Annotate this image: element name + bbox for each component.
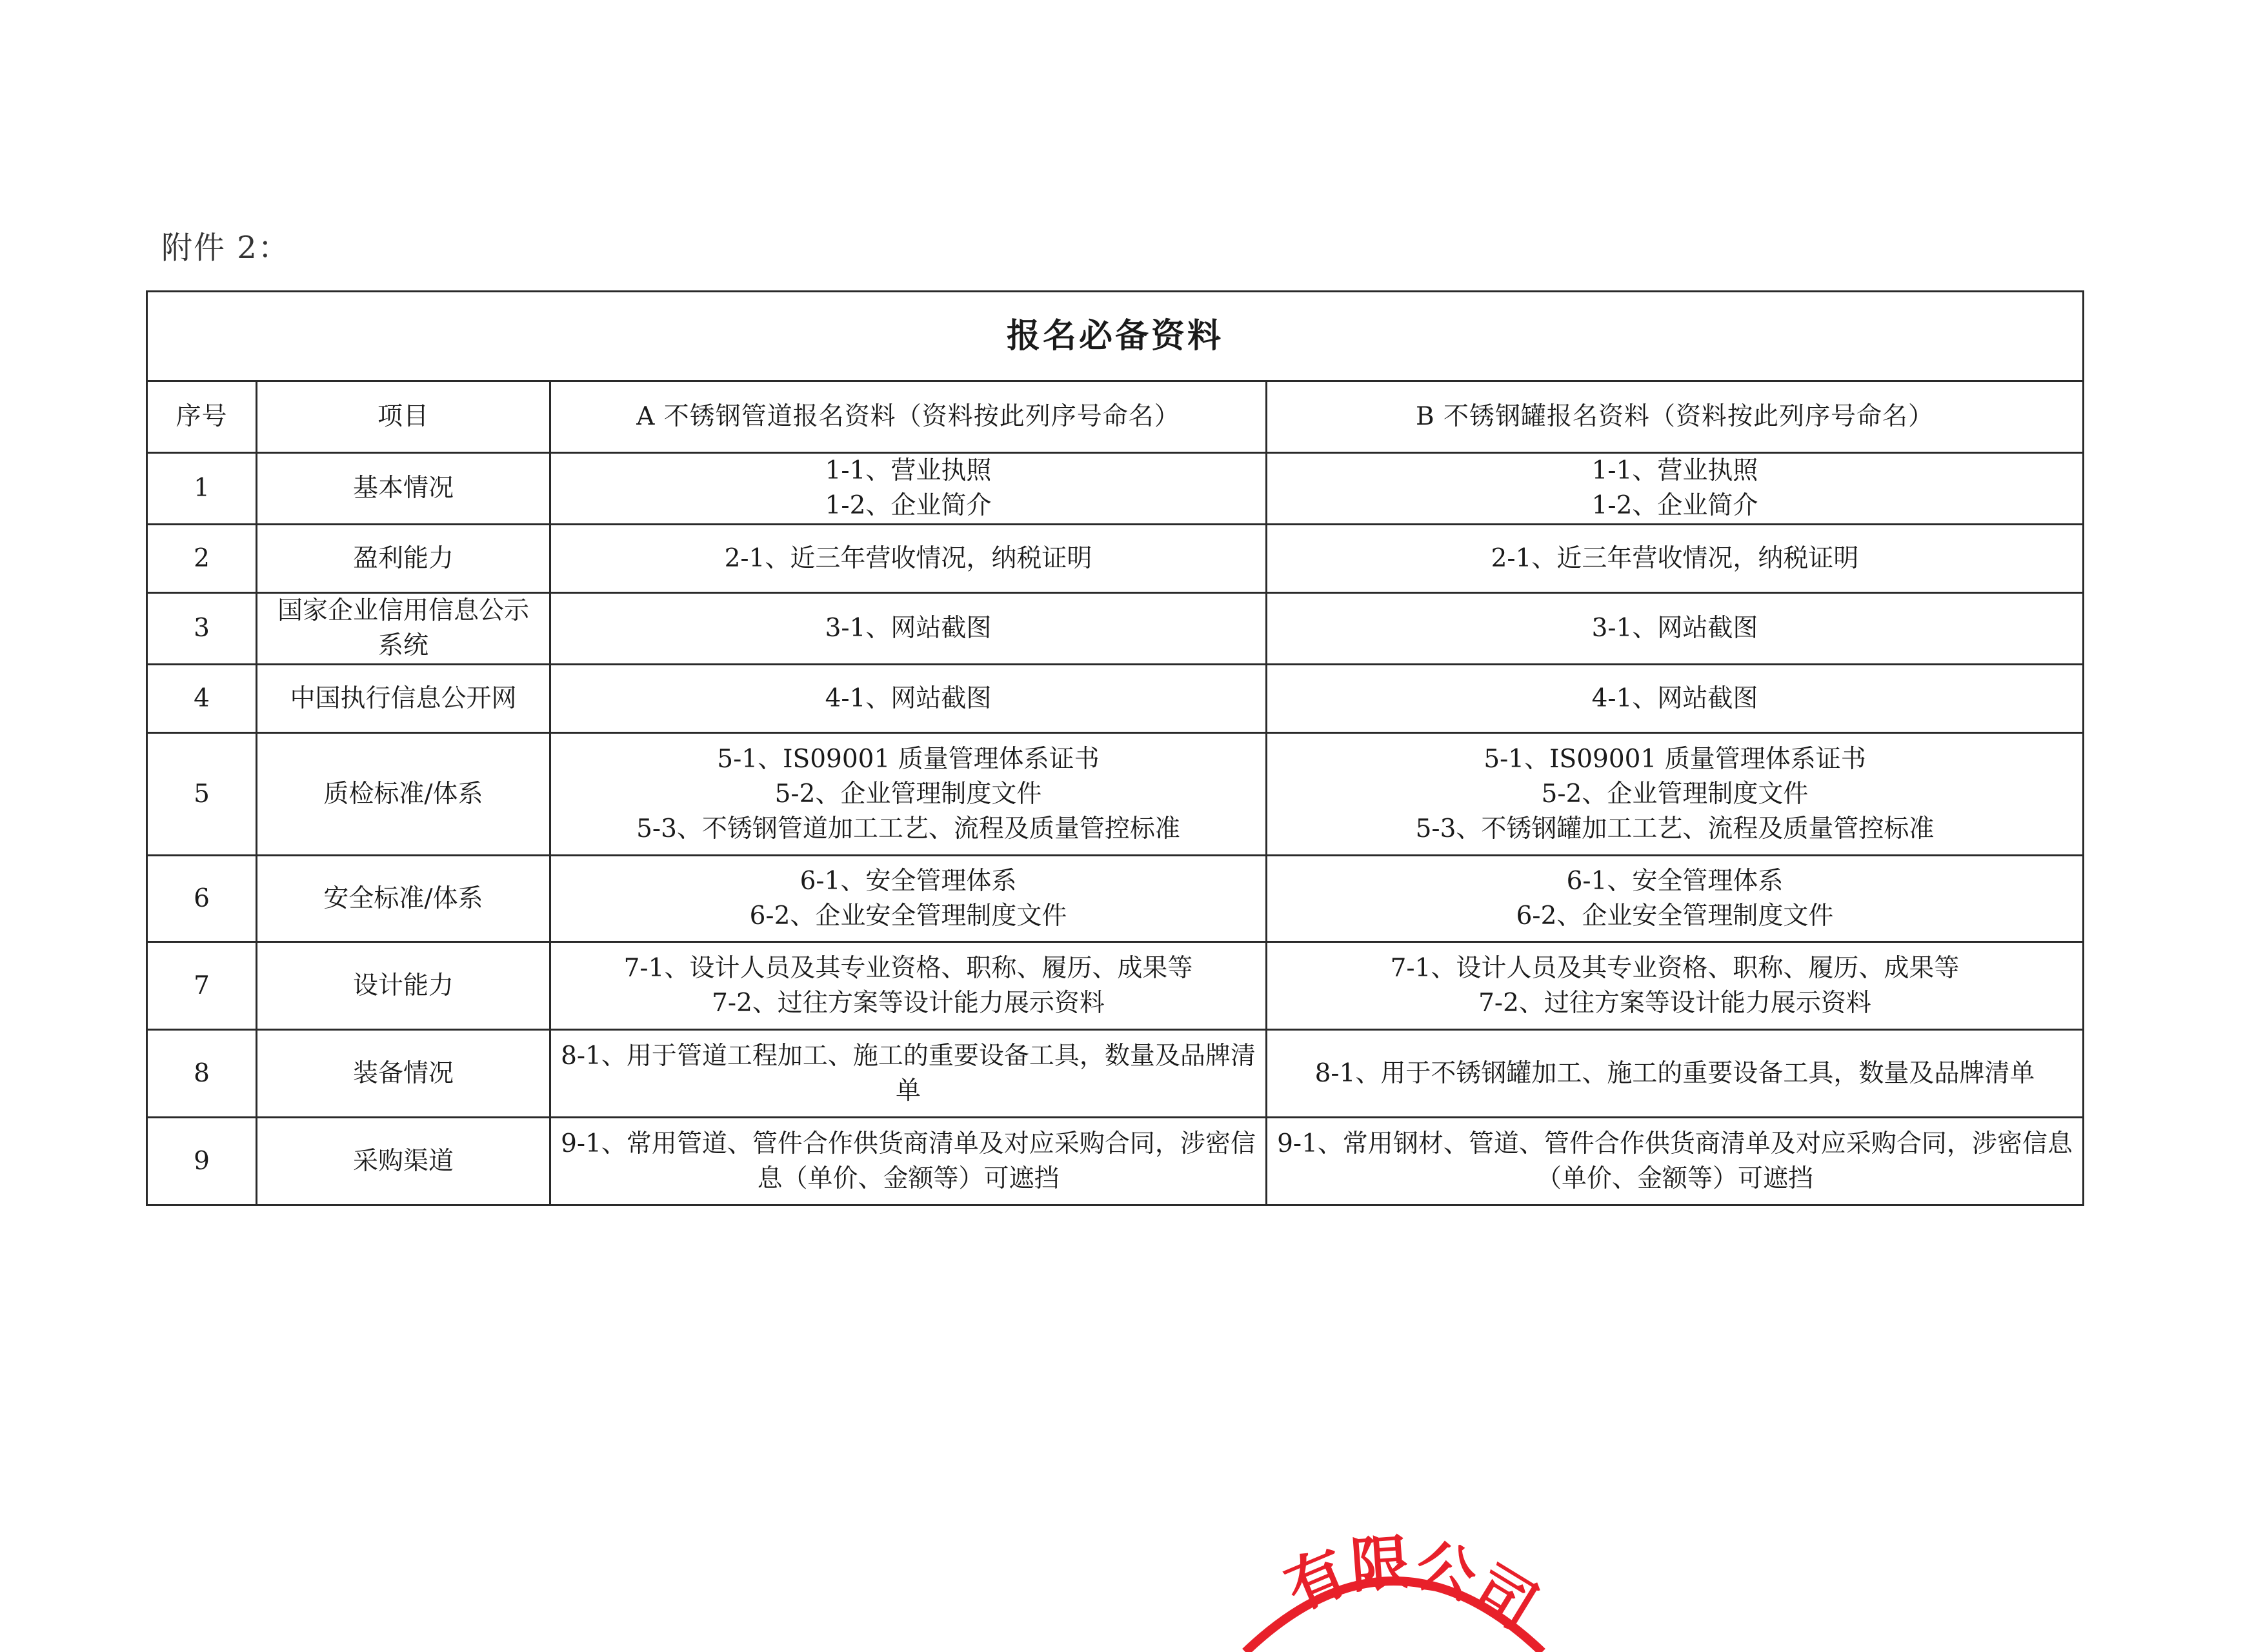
row-item: 安全标准/体系	[257, 856, 550, 942]
table-title: 报名必备资料	[147, 292, 2084, 381]
seal-text: 有限公司	[1275, 1527, 1549, 1643]
row-materials-b	[1267, 1030, 2084, 1118]
material-line: 5-2、企业管理制度文件	[1541, 779, 1809, 809]
material-line: 3-1、网站截图	[1591, 614, 1758, 643]
table-row	[147, 942, 2084, 1030]
header-b: B 不锈钢罐报名资料（资料按此列序号命名）	[1267, 381, 2084, 453]
row-item: 装备情况	[257, 1030, 550, 1118]
row-number: 1	[147, 453, 257, 525]
row-materials-a	[550, 733, 1267, 856]
header-a: A 不锈钢管道报名资料（资料按此列序号命名）	[550, 381, 1267, 453]
row-materials-b	[1267, 665, 2084, 733]
table-header-row	[147, 381, 2084, 453]
table-row	[147, 453, 2084, 525]
material-line: 5-3、不锈钢罐加工工艺、流程及质量管控标准	[1415, 814, 1935, 843]
material-line: 2-1、近三年营收情况，纳税证明	[1491, 543, 1859, 573]
row-materials-a	[550, 942, 1267, 1030]
row-number: 5	[147, 733, 257, 856]
row-item: 基本情况	[257, 453, 550, 525]
material-line: 7-2、过往方案等设计能力展示资料	[712, 988, 1105, 1018]
material-line: 5-3、不锈钢管道加工工艺、流程及质量管控标准	[636, 814, 1180, 843]
material-line: 5-1、IS09001 质量管理体系证书	[1484, 744, 1866, 774]
attachment-label: 附件 2：	[161, 230, 290, 266]
material-line: 4-1、网站截图	[825, 683, 992, 713]
row-number: 2	[147, 525, 257, 593]
header-no: 序号	[147, 381, 257, 453]
row-item: 国家企业信用信息公示系统	[257, 593, 550, 665]
row-materials-a	[550, 856, 1267, 942]
row-number: 3	[147, 593, 257, 665]
row-number: 7	[147, 942, 257, 1030]
row-materials-b	[1267, 856, 2084, 942]
material-line: 7-2、过往方案等设计能力展示资料	[1478, 988, 1871, 1018]
row-materials-b	[1267, 525, 2084, 593]
row-item: 设计能力	[257, 942, 550, 1030]
material-line: 8-1、用于管道工程加工、施工的重要设备工具，数量及品牌清单	[561, 1041, 1256, 1105]
material-line: 5-1、IS09001 质量管理体系证书	[717, 744, 1100, 774]
material-line: 5-2、企业管理制度文件	[774, 779, 1042, 809]
row-item: 中国执行信息公开网	[257, 665, 550, 733]
material-line: 4-1、网站截图	[1591, 683, 1758, 713]
row-number: 6	[147, 856, 257, 942]
table-row	[147, 1118, 2084, 1205]
material-line: 7-1、设计人员及其专业资格、职称、履历、成果等	[1390, 953, 1960, 983]
material-line: 6-2、企业安全管理制度文件	[749, 901, 1067, 931]
material-line: 7-1、设计人员及其专业资格、职称、履历、成果等	[623, 953, 1193, 983]
header-item: 项目	[257, 381, 550, 453]
row-number: 8	[147, 1030, 257, 1118]
material-line: 3-1、网站截图	[825, 614, 992, 643]
row-number: 4	[147, 665, 257, 733]
row-item: 质检标准/体系	[257, 733, 550, 856]
row-number: 9	[147, 1118, 257, 1205]
row-item: 盈利能力	[257, 525, 550, 593]
table-row	[147, 856, 2084, 942]
material-line: 2-1、近三年营收情况，纳税证明	[724, 543, 1092, 573]
row-materials-b	[1267, 593, 2084, 665]
row-materials-b	[1267, 942, 2084, 1030]
material-line: 6-1、安全管理体系	[1566, 866, 1784, 896]
row-materials-a	[550, 1030, 1267, 1118]
row-materials-a	[550, 453, 1267, 525]
table-row	[147, 665, 2084, 733]
row-materials-a	[550, 525, 1267, 593]
material-line: 1-2、企业简介	[1591, 491, 1758, 520]
material-line: 1-1、营业执照	[825, 456, 992, 485]
material-line: 1-1、营业执照	[1591, 456, 1758, 485]
row-materials-a	[550, 593, 1267, 665]
company-seal	[1239, 1527, 1549, 1652]
material-line: 8-1、用于不锈钢罐加工、施工的重要设备工具，数量及品牌清单	[1314, 1058, 2035, 1088]
row-materials-b	[1267, 733, 2084, 856]
material-line: 9-1、常用管道、管件合作供货商清单及对应采购合同，涉密信息（单价、金额等）可遮挡	[561, 1129, 1256, 1193]
row-materials-b	[1267, 1118, 2084, 1205]
row-materials-a	[550, 1118, 1267, 1205]
table-body	[147, 453, 2084, 1205]
table-row	[147, 593, 2084, 665]
material-line: 9-1、常用钢材、管道、管件合作供货商清单及对应采购合同，涉密信息（单价、金额等）可遮挡	[1277, 1129, 2073, 1193]
material-line: 6-2、企业安全管理制度文件	[1516, 901, 1834, 931]
table-row	[147, 525, 2084, 593]
material-line: 6-1、安全管理体系	[800, 866, 1017, 896]
row-item: 采购渠道	[257, 1118, 550, 1205]
table-row	[147, 1030, 2084, 1118]
material-line: 1-2、企业简介	[825, 491, 992, 520]
table-row	[147, 733, 2084, 856]
row-materials-a	[550, 665, 1267, 733]
row-materials-b	[1267, 453, 2084, 525]
requirements-table	[146, 290, 2084, 1206]
